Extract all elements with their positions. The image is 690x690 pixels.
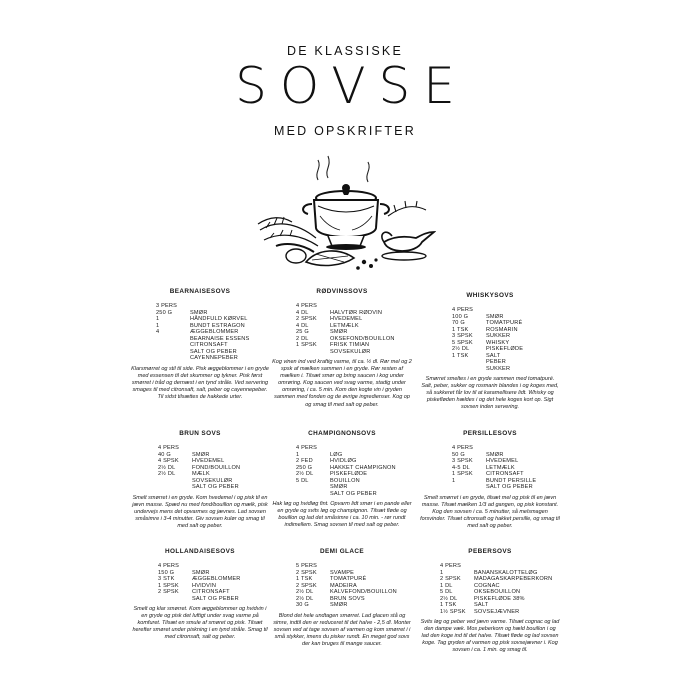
ingredient-name: SALT OG PEBER xyxy=(192,595,239,602)
ingredient-name: SMØR xyxy=(192,451,210,458)
ingredient-quantity: 4 PERS xyxy=(452,445,474,451)
ingredient-name: CAYENNEPEBER xyxy=(190,355,238,361)
ingredient-name: SALT OG PEBER xyxy=(330,490,377,497)
ingredient-name: SMØR xyxy=(192,569,210,576)
ingredient-quantity: 1 xyxy=(156,316,160,322)
ingredient-quantity: 2½ DL xyxy=(158,471,176,477)
ingredient-quantity: 2 SPSK xyxy=(296,316,317,322)
ingredient-name: CITRONSAFT xyxy=(190,342,228,348)
ingredient-quantity xyxy=(296,491,330,498)
ingredient-name: LETMÆLK xyxy=(330,322,359,329)
recipe-title: HOLLANDAISESOVS xyxy=(165,548,235,555)
ingredient-quantity: 2½ DL xyxy=(296,595,314,602)
ingredient-quantity: 1 xyxy=(452,477,456,484)
ingredient-name: SOVSEJÆVNER xyxy=(474,608,520,615)
ingredient-name: KALVEFOND/BOUILLON xyxy=(330,589,397,595)
ingredient-quantity: 1 xyxy=(440,569,444,576)
ingredient-name: HAKKET CHAMPIGNON xyxy=(330,464,396,471)
ingredient-quantity: 2 SPSK xyxy=(296,582,317,589)
recipe-instructions: Hak løg og hvidløg fint. Opvarm lidt smør i en pande eller en gryde og svits løg og champignon. Tilsæt fløde og bouillon og lad det småsimre i ca. 10 min. - rør rundt indimellem. Smag sovsen til med salt og peber. xyxy=(272,501,412,529)
ingredient-quantity: 2 SPSK xyxy=(296,569,317,576)
ingredient-row xyxy=(296,349,412,356)
ingredient-quantity: 3 SPSK xyxy=(452,333,473,339)
ingredient-name: CITRONSAFT xyxy=(486,471,524,477)
recipe-title: BEARNAISESOVS xyxy=(169,288,231,295)
ingredient-row xyxy=(452,484,560,491)
ingredient-quantity: 2 SPSK xyxy=(158,589,179,595)
ingredient-quantity xyxy=(452,484,486,491)
ingredient-quantity: 25 G xyxy=(296,329,309,335)
ingredient-name: PISKEFLØDE xyxy=(486,346,524,352)
ingredient-quantity: 2½ DL xyxy=(158,464,176,471)
poster-subtitle: MED OPSKRIFTER xyxy=(274,124,416,138)
ingredient-list xyxy=(130,563,270,602)
ingredient-quantity: 5 DL xyxy=(296,477,309,484)
recipe-instructions: Klarsmørret og stil til side. Pisk æggeblommer i en gryde med essensen til det skummer og tykner. Pisk først smørret i tråd og dernæst i en tynd stråle. Ved servering smages til med citronsaft, salt, peber og cayennepeber. Til sidst tilsættes de hakkede urter. xyxy=(131,365,269,400)
ingredient-list xyxy=(272,445,412,497)
ingredient-name: SALT xyxy=(474,602,489,608)
saucepan-illustration-icon xyxy=(256,150,436,280)
recipe-champignonsovs xyxy=(272,430,412,529)
ingredient-name: FRISK TIMIAN xyxy=(330,342,370,348)
ingredient-name: SMØR xyxy=(330,329,348,335)
ingredient-quantity: 70 G xyxy=(452,320,465,326)
recipe-instructions: Smørret smeltes i en gryde sammen med tomatpuré. Salt, peber, sukker og rosmarin blandes i og koges med, så sukkeret får lov til at karamellisere lidt. Whisky og piskefløden hældes i og det hele koges kort op. Sigt sovsen inden servering. xyxy=(421,376,559,411)
ingredient-row xyxy=(296,602,412,609)
ingredient-name: BANANSKALOTTELØG xyxy=(474,569,538,576)
ingredient-row xyxy=(156,355,270,362)
ingredient-name: HVEDEMEL xyxy=(486,458,519,464)
ingredient-name: LØG xyxy=(330,451,343,458)
ingredient-name: ÆGGEBLOMMER xyxy=(190,329,239,335)
ingredient-row xyxy=(296,491,412,498)
poster-title: SOVSE xyxy=(235,57,468,115)
ingredient-name: HÅNDFULD KØRVEL xyxy=(190,316,248,322)
ingredient-name: ROSMARIN xyxy=(486,326,518,333)
ingredient-quantity: 5 DL xyxy=(440,589,453,595)
ingredient-quantity: 4-5 DL xyxy=(452,464,470,471)
ingredient-name: SOVSEKULØR xyxy=(192,477,233,484)
ingredient-name: PISKEFLØDE 38% xyxy=(474,595,525,602)
recipe-demi-glace xyxy=(272,548,412,648)
recipe-pebersovs xyxy=(420,548,560,654)
ingredient-name: BUNDT PERSILLE xyxy=(486,477,537,484)
ingredient-quantity: 150 G xyxy=(158,569,175,576)
ingredient-name: TOMATPURÉ xyxy=(486,320,523,326)
recipe-title: PERSILLESOVS xyxy=(463,430,517,437)
ingredient-quantity: 1½ SPSK xyxy=(440,608,466,615)
ingredient-quantity: 2½ DL xyxy=(296,471,314,477)
recipe-brun-sovs xyxy=(130,430,270,530)
ingredient-quantity: 4 DL xyxy=(296,309,309,316)
recipe-title: RØDVINSSOVS xyxy=(316,288,368,295)
recipe-title: PEBERSOVS xyxy=(468,548,512,555)
ingredient-name: BOUILLON xyxy=(330,477,360,484)
ingredient-name: PISKEFLØDE xyxy=(330,471,368,477)
ingredient-name: HALVTØR RØDVIN xyxy=(330,309,383,316)
ingredient-quantity: 5 SPSK xyxy=(452,339,473,346)
ingredient-name: MÆLK xyxy=(192,471,210,477)
ingredient-quantity: 100 G xyxy=(452,313,469,320)
ingredient-list xyxy=(272,563,412,609)
ingredient-name: SUKKER xyxy=(486,365,511,372)
ingredient-name: OKSEFOND/BOUILLON xyxy=(330,335,395,342)
ingredient-quantity: 4 PERS xyxy=(440,563,462,569)
recipe-instructions: Smelt smørret i en gryde, tilsæt mel og pisk til en jævn masse. Tilsæt mælken 1/3 ad gangen, og pisk konstant. Kog den sovsen i ca. 5 minutter, så melsmagen forsvinder. Tilsæt citronsaft og hakket persille, og smag til med salt og peber. xyxy=(420,494,560,529)
ingredient-quantity: 3 STK xyxy=(158,576,175,582)
ingredient-quantity xyxy=(158,484,192,491)
ingredient-quantity: 4 SPSK xyxy=(158,458,179,464)
ingredient-quantity: 1 TSK xyxy=(452,352,469,359)
ingredient-name: FOND/BOUILLON xyxy=(192,464,241,471)
ingredient-name: SUKKER xyxy=(486,333,511,339)
ingredient-quantity: 1 TSK xyxy=(296,576,313,582)
ingredient-name: PEBER xyxy=(486,359,506,365)
recipe-whiskysovs xyxy=(420,292,560,411)
ingredient-name: SVAMPE xyxy=(330,569,355,576)
ingredient-quantity xyxy=(158,596,192,603)
recipe-instructions: Blond det hele undtagen smørret. Lad glacen stå og simre, indtil den er reduceret til det halve - 2,5 dl. Monter sovsen ved at tage sovsen af varmen og kom smørret i i små stykker, imens du pisker rundt. En meget god sovs der kan bruges til mange saucer. xyxy=(273,612,411,647)
ingredient-quantity: 1 TSK xyxy=(452,326,469,333)
ingredient-name: BUNDT ESTRAGON xyxy=(190,322,245,329)
ingredient-name: SALT OG PEBER xyxy=(192,484,239,490)
recipe-hollandaisesovs xyxy=(130,548,270,641)
recipe-instructions: Smelt smørret i en gryde. Kom hvedemel i og pisk til en jævn masse. Spæd nu med fond/bouillon og mælk, pisk undervejs mens det opvarmes og jævnes. Lad sovsen småsimre i 3-4 minutter. Giv sovsen kulør og smag til med salt og peber. xyxy=(132,494,268,529)
ingredient-quantity: 3 SPSK xyxy=(452,458,473,464)
ingredient-name: MADEIRA xyxy=(330,582,357,589)
ingredient-quantity: 2½ DL xyxy=(452,346,470,352)
recipe-instructions: Smelt og klar smørret. Kom æggeblommer og hvidvin i en gryde og pisk det luftigt under svag varme på komfuret. Tilsæt en smule af smøret og pisk. Tilsæt herefter smøret under piskning i en tynd stråle. Smag til med citronsaft, salt og peber. xyxy=(132,606,268,641)
ingredient-name: SALT OG PEBER xyxy=(190,348,237,355)
ingredient-name: HVEDEMEL xyxy=(330,316,363,322)
recipe-title: WHISKYSOVS xyxy=(466,292,514,299)
ingredient-quantity: 250 G xyxy=(156,309,173,316)
ingredient-name: SMØR xyxy=(330,602,348,608)
poster-pretitle: DE KLASSISKE xyxy=(286,44,404,58)
ingredient-list xyxy=(420,307,560,372)
ingredient-quantity: 2½ DL xyxy=(296,589,314,595)
ingredient-quantity: 40 G xyxy=(158,451,171,458)
ingredient-row xyxy=(452,366,560,373)
ingredient-name: HVIDLØG xyxy=(330,458,357,464)
ingredient-quantity xyxy=(296,349,330,356)
ingredient-quantity: 30 G xyxy=(296,602,309,608)
ingredient-row xyxy=(158,484,270,491)
ingredient-name: COGNAC xyxy=(474,582,500,589)
ingredient-name: SOVSEKULØR xyxy=(330,348,371,355)
ingredient-name: CITRONSAFT xyxy=(192,589,230,595)
ingredient-quantity: 4 xyxy=(156,329,160,335)
recipe-title: DEMI GLACE xyxy=(319,548,365,555)
ingredient-list xyxy=(130,445,270,491)
ingredient-quantity: 4 PERS xyxy=(158,445,180,451)
ingredient-quantity: 2 SPSK xyxy=(440,576,461,582)
ingredient-row xyxy=(440,609,560,616)
recipe-persillesovs xyxy=(420,430,560,530)
ingredient-name: OKSEBOUILLON xyxy=(474,589,521,595)
ingredient-quantity: 250 G xyxy=(296,464,313,471)
ingredient-name: SMØR xyxy=(486,451,504,458)
ingredient-row xyxy=(158,596,270,603)
ingredient-name: BRUN SOVS xyxy=(330,595,365,602)
ingredient-quantity xyxy=(156,355,190,362)
ingredient-quantity: 1 xyxy=(296,451,300,458)
ingredient-list xyxy=(130,303,270,362)
poster xyxy=(120,0,570,690)
ingredient-quantity: 1 SPSK xyxy=(158,582,179,589)
ingredient-name: SMØR xyxy=(486,313,504,320)
ingredient-quantity: 4 PERS xyxy=(452,307,474,313)
recipe-rodvinssovs xyxy=(272,288,412,409)
ingredient-list xyxy=(272,303,412,355)
ingredient-name: SMØR xyxy=(330,484,348,490)
ingredient-quantity: 2 FED xyxy=(296,458,313,464)
ingredient-name: SALT OG PEBER xyxy=(486,484,533,490)
ingredient-name: BEARNAISE ESSENS xyxy=(190,335,250,342)
ingredient-quantity: 1 DL xyxy=(440,582,453,589)
ingredient-quantity: 3 PERS xyxy=(156,303,178,309)
ingredient-list xyxy=(420,563,560,615)
recipe-instructions: Svits løg og peber ved jævn varme. Tilsæt cognac og lad den dampe væk. Mos peberkorn og hæld bouillon i og lad den koge ind til det halve. Tilsæt fløde og lad sovsen koge. Tag gryden af varmen og pisk sovsejævner i. Kog sovsen i ca. 1 min. og smag til. xyxy=(420,619,560,654)
ingredient-quantity: 2½ DL xyxy=(440,595,458,602)
ingredient-quantity: 4 PERS xyxy=(296,303,318,309)
ingredient-quantity: 1 SPSK xyxy=(296,342,317,348)
ingredient-quantity: 4 PERS xyxy=(296,445,318,451)
recipe-bearnaisesovs xyxy=(130,288,270,401)
ingredient-name: TOMATPURÉ xyxy=(330,576,367,582)
ingredient-quantity: 1 SPSK xyxy=(452,471,473,477)
ingredient-quantity: 50 G xyxy=(452,451,465,458)
ingredient-quantity: 4 DL xyxy=(296,322,309,329)
ingredient-name: HVEDEMEL xyxy=(192,458,225,464)
ingredient-quantity xyxy=(452,366,486,373)
ingredient-name: WHISKY xyxy=(486,339,510,346)
ingredient-quantity: 1 xyxy=(156,322,160,329)
ingredient-quantity: 5 PERS xyxy=(296,563,318,569)
ingredient-quantity: 2 DL xyxy=(296,335,309,342)
ingredient-name: SALT xyxy=(486,352,501,359)
ingredient-name: MADAGASKARPEBERKORN xyxy=(474,576,553,582)
ingredient-quantity: 1 TSK xyxy=(440,602,457,608)
ingredient-quantity: 4 PERS xyxy=(158,563,180,569)
ingredient-name: ÆGGEBLOMMER xyxy=(192,576,241,582)
recipe-title: CHAMPIGNONSOVS xyxy=(308,430,376,437)
recipe-title: BRUN SOVS xyxy=(179,430,221,437)
ingredient-name: LETMÆLK xyxy=(486,464,515,471)
recipe-instructions: Kog vinen ind ved kraftig varme, til ca. ½ dl. Rør mel og 2 spsk af mælken sammen i en gryde. Rør resten af mælken i. Tilsæt smør og bring saucen i kog under omrøring. Kog saucen ved svag varme, stadig under omrøring, i ca. 5 min. Kom den kogte vin i gryden sammen med fonden og de øvrige ingredienser. Kog op og smag til med salt og peber. xyxy=(272,359,412,408)
ingredient-name: SMØR xyxy=(190,309,208,316)
ingredient-name: HVIDVIN xyxy=(192,582,217,589)
ingredient-list xyxy=(420,445,560,491)
